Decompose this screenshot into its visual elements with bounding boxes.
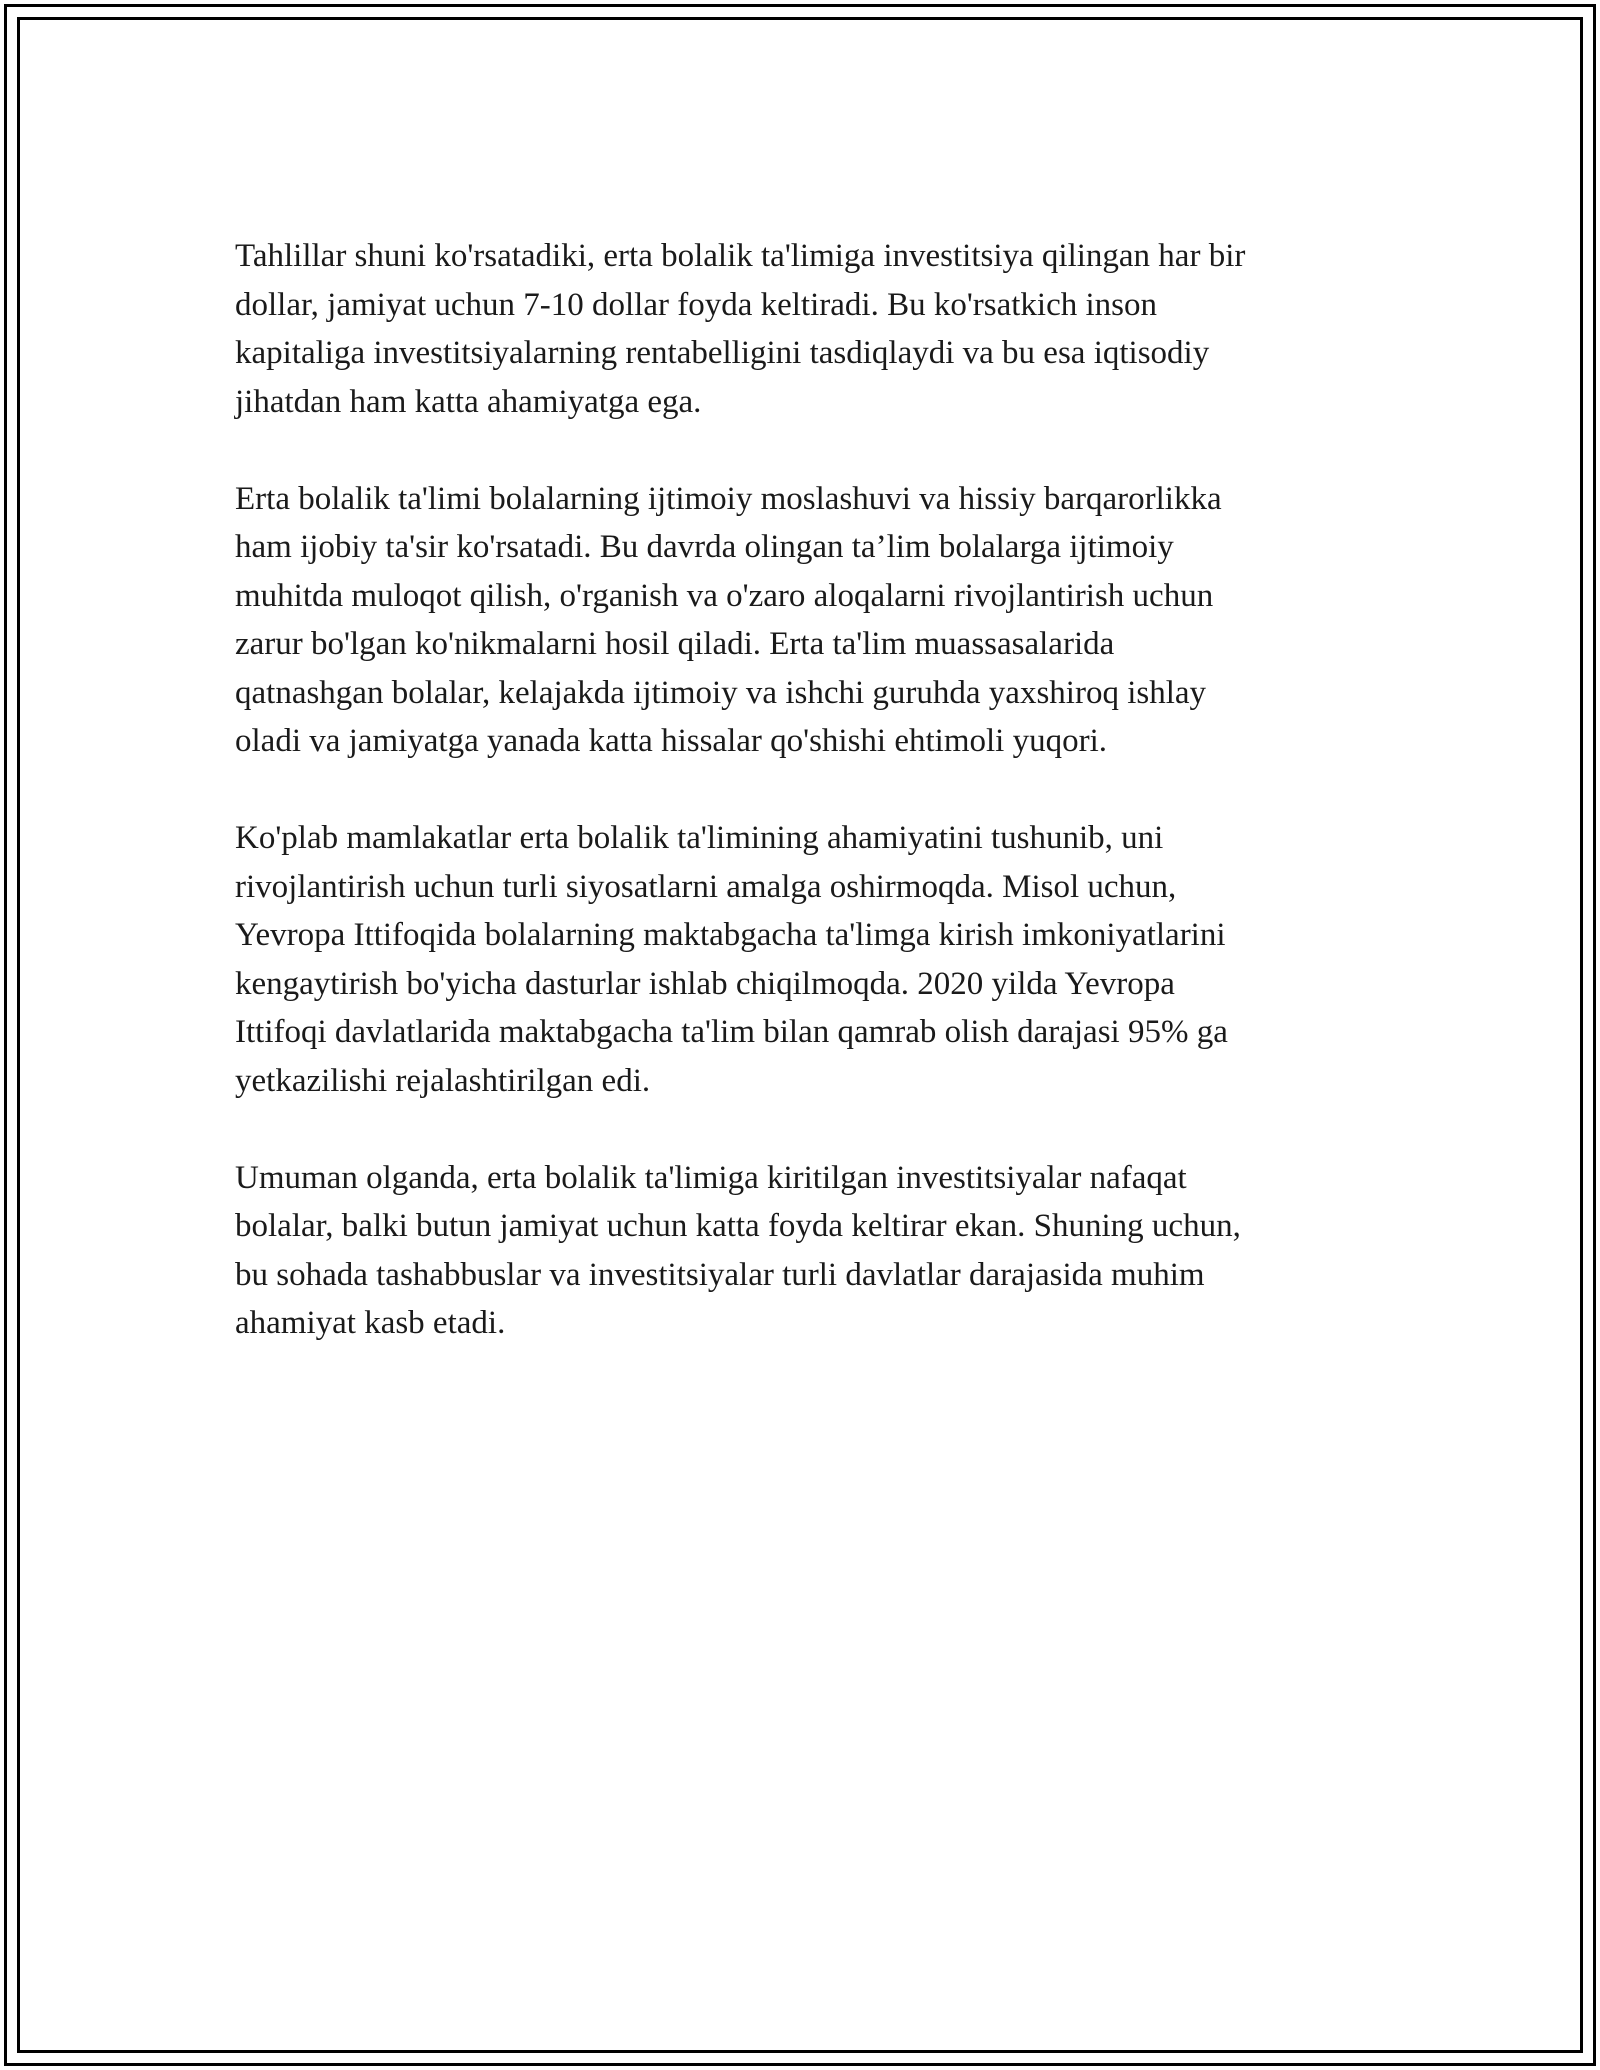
paragraph-social-adaptation — [235, 475, 1385, 766]
text-line: kengaytirish bo'yicha dasturlar ishlab chiqilmoqda. 2020 yilda Yevropa — [235, 965, 1175, 1002]
text-line: oladi va jamiyatga yanada katta hissalar qo'shishi ehtimoli yuqori. — [235, 723, 1107, 759]
text-line: Ittifoqi davlatlarida maktabgacha ta'lim bilan qamrab olish darajasi 95% ga — [235, 1014, 1228, 1050]
text-line: Umuman olganda, erta bolalik ta'limiga kiritilgan investitsiyalar nafaqat — [235, 1159, 1187, 1196]
paragraph-conclusion — [235, 1154, 1385, 1348]
paragraph-country-policies — [235, 814, 1385, 1105]
text-line: ham ijobiy ta'sir ko'rsatadi. Bu davrda olingan ta’lim bolalarga ijtimoiy — [235, 529, 1174, 565]
document-body — [235, 232, 1385, 1348]
text-line: Ko'plab mamlakatlar erta bolalik ta'limining ahamiyatini tushunib, uni — [235, 820, 1164, 856]
text-line: zarur bo'lgan ko'nikmalarni hosil qiladi. Erta ta'lim muassasalarida — [235, 626, 1115, 662]
text-line: dollar, jamiyat uchun 7-10 dollar foyda keltiradi. Bu ko'rsatkich inson — [235, 286, 1158, 323]
text-line: qatnashgan bolalar, kelajakda ijtimoiy va ishchi guruhda yaxshiroq ishlay — [235, 674, 1207, 711]
text-line: muhitda muloqot qilish, o'rganish va o'zaro aloqalarni rivojlantirish uchun — [235, 577, 1214, 614]
text-line: yetkazilishi rejalashtirilgan edi. — [235, 1062, 651, 1099]
text-line: kapitaliga investitsiyalarning rentabelligini tasdiqlaydi va bu esa iqtisodiy — [235, 335, 1210, 371]
text-line: bolalar, balki butun jamiyat uchun katta foyda keltirar ekan. Shuning uchun, — [235, 1208, 1241, 1244]
text-line: Erta bolalik ta'limi bolalarning ijtimoiy moslashuvi va hissiy barqarorlikka — [235, 480, 1222, 517]
text-line: rivojlantirish uchun turli siyosatlarni amalga oshirmoqda. Misol uchun, — [235, 868, 1177, 905]
text-line: Yevropa Ittifoqida bolalarning maktabgacha ta'limga kirish imkoniyatlarini — [235, 917, 1226, 953]
text-line: jihatdan ham katta ahamiyatga ega. — [235, 383, 702, 420]
text-line: Tahlillar shuni ko'rsatadiki, erta bolalik ta'limiga investitsiya qilingan har bir — [235, 238, 1246, 274]
paragraph-investment-returns — [235, 232, 1385, 426]
text-line: bu sohada tashabbuslar va investitsiyalar turli davlatlar darajasida muhim — [235, 1256, 1205, 1293]
text-line: ahamiyat kasb etadi. — [235, 1305, 506, 1341]
